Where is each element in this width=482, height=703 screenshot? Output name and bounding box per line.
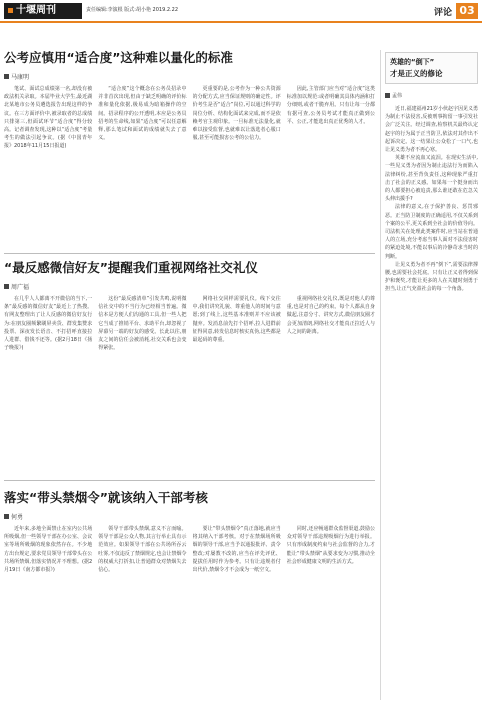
byline-square-icon [385,93,390,98]
article-headline: 公考应慎用“适合度”这种难以量化的标准 [4,50,233,65]
article-paragraph: 在几乎人人都离不开微信的当下,一条“最反感的微信好友”最近上了热搜。有网友整理出了让人反感的微信好友行为:在朋友圈频繁刷屏卖货、群发集赞求投票、深夜发长语音、不打招呼直接拉人进群、借钱不还等。(据2月18日《扬子晚报》) [4,296,93,352]
sidebar-column [380,50,478,700]
masthead-rule [0,21,482,23]
sidebar-body [385,105,478,665]
text-column [4,295,92,467]
article-paragraph: 网络社交同样需要礼仪。线下交往中,我们讲究礼貌、尊重他人的时间与意愿;到了线上,这些基本准则并不应该被抛弃。发消息前先打个招呼,拉人进群前征得同意,转发信息时核实真伪,这些都是最起码的尊重。 [192,296,281,344]
newspaper-brand [4,3,82,19]
text-column [98,295,186,467]
article-3 [4,490,375,700]
author-name: 孟伟 [392,93,403,99]
page-number: 03 [456,3,478,19]
article-columns [4,525,375,697]
byline-square-icon [4,284,9,289]
article-1 [4,50,375,250]
article-divider [4,253,375,254]
article-byline [4,512,375,521]
article-paragraph: 近年来,多地全面禁止在室内公共场所吸烟,但一些领导干部在办公室、会议室等场所吸烟的现象依然存在。不少地方出台规定,要求党员领导干部带头在公共场所禁烟,但落实情况并不理想。(据2月19日《南方都市报》) [4,526,93,574]
article-paragraph: 领导干部带头禁烟,意义不言而喻。领导干部是公众人物,其言行举止具有示范效应。如果领导干部在公共场所吞云吐雾,不仅违反了禁烟规定,也会让禁烟令的权威大打折扣,让普通群众对禁烟失去信心。 [98,526,187,574]
article-headline: 落实“带头禁烟令”就该纳入干部考核 [4,490,208,505]
sidebar-paragraph: 法律的意义,在于保护善良、惩罚邪恶。正当防卫制度的正确适用,不仅关系到个案的公平,更关系到全社会的价值导向。司法机关在处理此类案件时,应当站在普通人的立场,充分考虑当事人面对不法侵害时的紧迫处境,不能以事后的冷静苛求当时的判断。 [385,204,478,260]
article-paragraph: 重视网络社交礼仪,既是对他人的尊重,也是对自己的约束。每个人都从自身做起,注意分寸、讲究方式,微信朋友圈才会更加清朗,网络社交才能真正拉近人与人之间的距离。 [286,296,375,335]
article-2 [4,260,375,475]
article-byline [4,72,375,81]
article-columns [4,85,375,253]
sidebar-paragraph: 近日,福建福州21岁小伙赵宇因见义勇为制止不法侵害,反被刑事拘留一事引发社会广泛关注。经过调查,检察机关最终认定赵宇的行为属于正当防卫,依法对其作出不起诉决定。这一结果让公众松了一口气,也让见义勇为者不再心寒。 [385,106,478,154]
editor-credits: 责任编辑:李演根 版式:胡小艳 2019.2.22 [86,7,178,13]
text-column [4,85,92,253]
article-paragraph: 这份“最反感清单”引发共鸣,说明微信社交中的不当行为已经相当普遍。微信本是方便人们沟通的工具,但一些人把它当成了推销平台、求助平台,却忽视了屏幕另一端的好友的感受。长此以往,朋友之间的信任会被消耗,社交关系也会变得紧张。 [98,296,187,352]
text-column [98,85,186,253]
text-column [193,295,281,467]
sidebar-paragraph: 让见义勇为者不再“倒下”,需要法律撑腰,也需要社会托底。只有让正义者得到保护和褒奖,才能让更多的人在关键时刻勇于担当,让正气充盈社会的每一个角落。 [385,261,478,293]
byline-square-icon [4,74,9,79]
article-headline: “最反感微信好友”提醒我们重视网络社交礼仪 [4,260,258,275]
article-columns [4,295,375,467]
article-paragraph: 同时,还应畅通群众监督渠道,鼓励公众对领导干部违规吸烟行为进行举报。只有形成制度约束与社会监督的合力,才能让“带头禁烟”从要求变为习惯,推动全社会形成健康文明的生活方式。 [286,526,375,565]
text-column [287,525,375,697]
sidebar-headline: 才是正义的修论 [390,69,443,78]
main-content [4,50,375,700]
author-name: 马康明 [11,74,30,81]
article-paragraph: “适合度”这个概念在公务员招录中并非首次出现,但由于缺乏明确的评价标准和量化依据,极易成为暗箱操作的空间。招录程序的公开透明,本应是公务员招考的生命线,如果“适合度”可以任意解释,那么笔试和面试的成绩就失去了意义。 [98,86,187,142]
text-column [4,525,92,697]
sidebar-kicker: 英雄的“倒下” [390,58,435,66]
author-name: 何勇 [11,514,24,521]
byline-square-icon [4,514,9,519]
text-column [287,85,375,253]
sidebar-title-box [385,52,478,84]
text-column [98,525,186,697]
text-column [287,295,375,467]
article-paragraph: 更重要的是,公考作为一种公共资源的分配方式,应当保证规则的确定性。评价考生是否“适合”岗位,可以通过科学的岗位分析、结构化面试来完成,而不是依赖考官主观印象。一旦标准无法量化,就难以接受监督,也就难以让落选者心服口服,甚至可能损害公考的公信力。 [192,86,281,142]
section-label: 评论 [433,8,452,18]
text-column [193,85,281,253]
text-column [193,525,281,697]
article-paragraph: 要让“带头禁烟令”真正落地,就应当将其纳入干部考核。对于在禁烟场所吸烟的领导干部,应当予以通报批评、责令整改;对屡教不改的,应当在评先评优、提拔任用时作为参考。只有让违规者付出代价,禁烟令才不会成为一纸空文。 [192,526,281,574]
brand-label: 十堰周刊 [16,5,56,16]
article-paragraph: 因此,主管部门应当对“适合度”这类标准加以规范:或者明确其具体内涵和打分细则,或者干脆弃用。只有让每一分都有据可查,公务员考试才能真正做到公平、公正,才能选出真正优秀的人才。 [286,86,375,125]
author-name: 周广福 [11,284,30,291]
brand-square-icon [8,8,13,13]
sidebar-byline [385,92,478,99]
sidebar-paragraph: 英雄不应流血又流泪。在现实生活中,一些见义勇为者因为制止违法行为而陷入法律纠纷,甚至背负责任,这种现象严重打击了社会的正义感。如果每一个挺身而出的人都要担心被追责,那么谁还敢在危急关头伸出援手? [385,155,478,203]
article-paragraph: 笔试、面试总成绩第一名,却没有被政法机关录取。本届毕业大学生,最近湖北某地市公务员遴选报告出现这样的争议。在三方面评价中,被录取者的总成绩只排第三,但面试环节“适合度”得分较高。记者调查发现,这种以“适合度”考量考生的做法引起争议。(据《中国青年报》2018年11月15日报道) [4,86,93,150]
article-divider [4,480,375,481]
article-byline [4,282,375,291]
masthead [0,0,482,22]
